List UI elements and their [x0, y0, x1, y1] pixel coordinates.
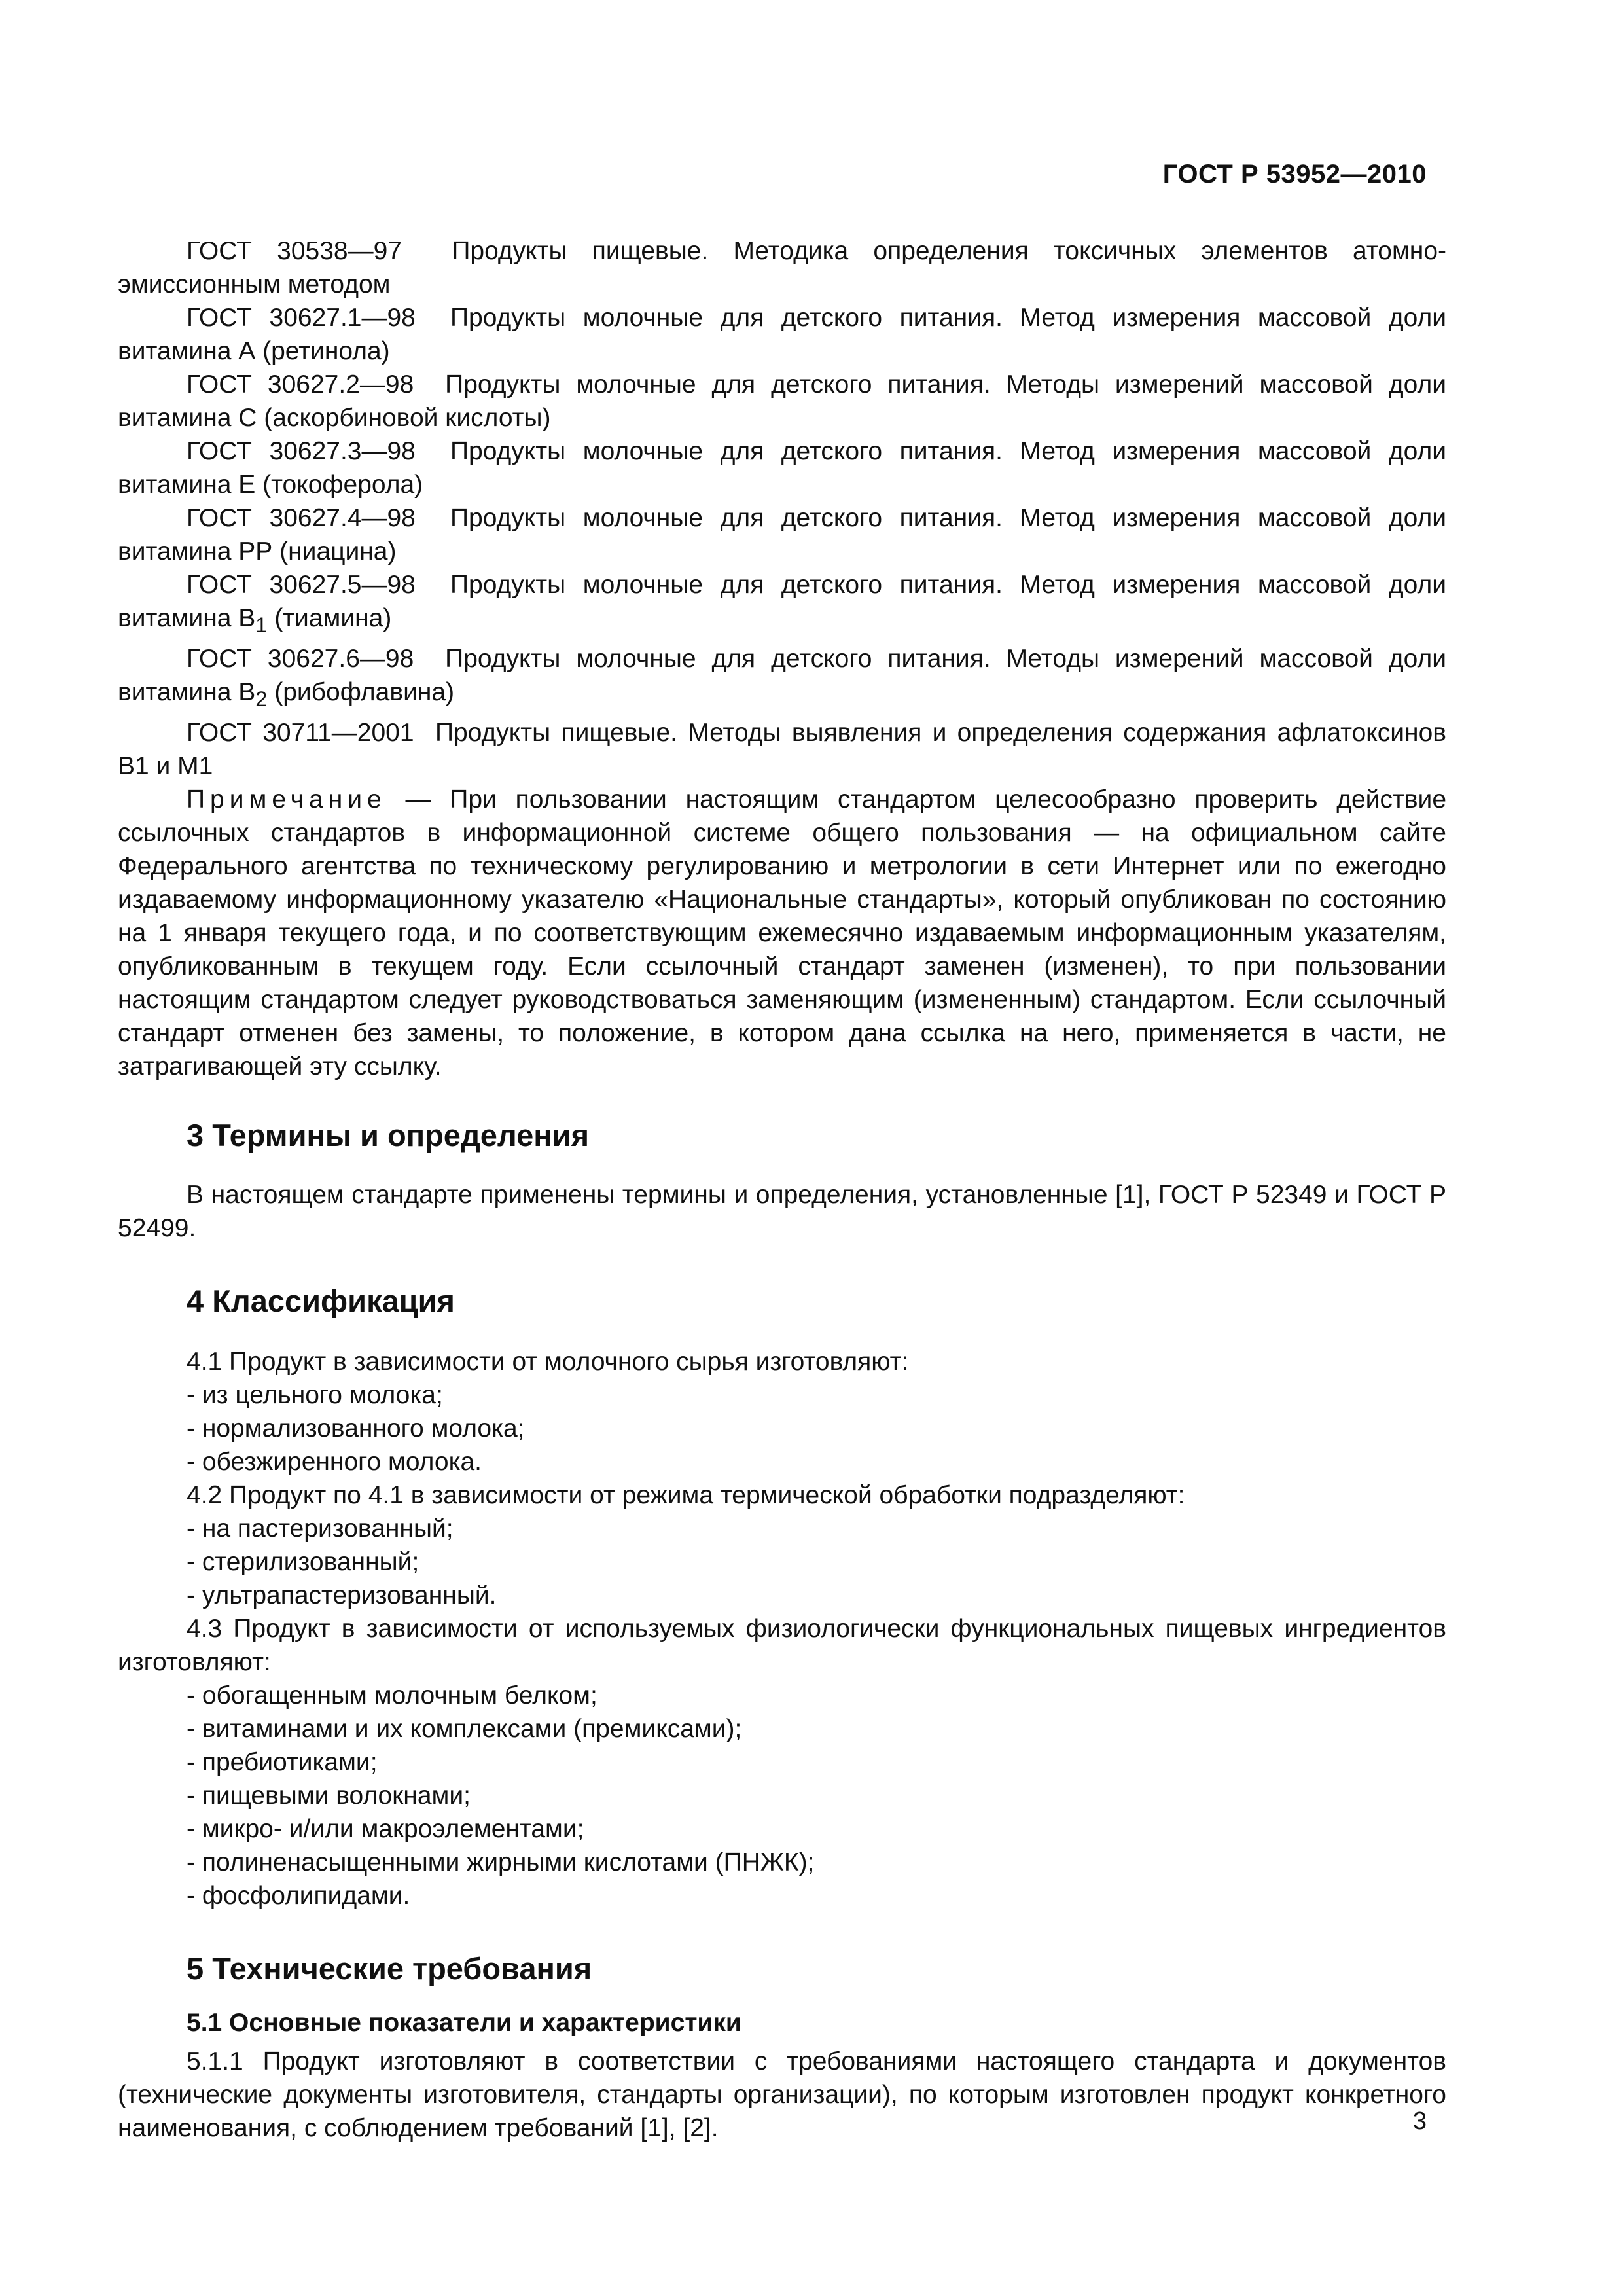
reference-item — [118, 435, 1446, 501]
clause-4-1: 4.1 Продукт в зависимости от молочного сырья изготовляют: — [187, 1347, 909, 1376]
list-item: - на пастеризованный; — [187, 1514, 454, 1543]
reference-item — [118, 368, 1446, 435]
reference-item — [118, 301, 1446, 368]
reference-tail: (рибофлавина) — [267, 677, 455, 706]
reference-item — [118, 234, 1446, 301]
section-5-heading: 5 Технические требования — [187, 1950, 592, 1986]
reference-id: ГОСТ 30627.1—98 — [187, 304, 416, 332]
reference-id: ГОСТ 30627.3—98 — [187, 437, 416, 465]
list-item: - из цельного молока; — [187, 1380, 443, 1409]
list-item: - обезжиренного молока. — [187, 1447, 482, 1476]
list-item: - стерилизованный; — [187, 1547, 419, 1576]
reference-text: Продукты молочные для детского питания. Методы измерений массовой доли витамина С (аскорбиновой кислоты) — [118, 370, 1446, 432]
section-3-heading: 3 Термины и определения — [187, 1117, 589, 1153]
reference-text: Продукты молочные для детского питания. Метод измерения массовой доли витамина Е (токоферола) — [118, 437, 1447, 499]
reference-text: Продукты пищевые. Методика определения токсичных элементов атомно-эмиссионным методом — [118, 237, 1446, 298]
list-item: - витаминами и их комплексами (премиксами); — [187, 1714, 742, 1743]
reference-text: Продукты молочные для детского питания. Метод измерения массовой доли витамина В — [118, 571, 1447, 632]
list-item: - фосфолипидами. — [187, 1881, 410, 1910]
reference-text: Продукты молочные для детского питания. Метод измерения массовой доли витамина А (ретинола) — [118, 304, 1447, 365]
list-item: - пищевыми волокнами; — [187, 1781, 471, 1810]
note-text: При пользовании настоящим стандартом целесообразно проверить действие ссылочных стандартов в информационной системе общего пользования — на официальном сайте Федерального агентства по техническому регулированию и метрологии в сети Интернет или по ежегодно издаваемому информационному указателю «Национальные стандарты», который опубликован по состоянию на 1 января текущего года, и по соответствующим ежемесячно издаваемым информационным указателям, опубликованным в текущем году. Если ссылочный стандарт заменен (изменен), то при пользовании настоящим стандартом следует руководствоваться заменяющим (измененным) стандартом. Если ссылочный стандарт отменен без замены, то положение, в котором дана ссылка на него, применяется в части, не затрагивающей эту ссылку. — [118, 785, 1447, 1081]
list-item: - микро- и/или макроэлементами; — [187, 1814, 584, 1843]
reference-id: ГОСТ 30627.6—98 — [187, 644, 414, 673]
document-body — [118, 234, 1446, 2145]
note-paragraph: Примечание — При пользовании настоящим стандартом целесообразно проверить действие ссылочных стандартов в информационной системе общего пользования — на официальном сайте Федерального агентства по техническому регулированию и метрологии в сети Интернет или по ежегодно издаваемому информационному указателю «Национальные стандарты», который опубликован по состоянию на 1 января текущего года, и по соответствующим ежемесячно издаваемым информационным указателям, опубликованным в текущем году. Если ссылочный стандарт заменен (изменен), то при пользовании настоящим стандартом следует руководствоваться заменяющим (измененным) стандартом. Если ссылочный стандарт отменен без замены, то положение, в котором дана ссылка на него, применяется в части, не затрагивающей эту ссылку. — [118, 785, 1447, 1081]
reference-id: ГОСТ 30711—2001 — [187, 718, 414, 747]
page-number: 3 — [1412, 2108, 1427, 2135]
reference-id: ГОСТ 30538—97 — [187, 237, 402, 265]
reference-item — [118, 642, 1446, 716]
subsection-5-1-heading: 5.1 Основные показатели и характеристики — [187, 2008, 741, 2037]
reference-tail: (тиамина) — [267, 604, 392, 632]
reference-item — [118, 501, 1446, 568]
clause-4-2: 4.2 Продукт по 4.1 в зависимости от режима термической обработки подразделяют: — [187, 1480, 1185, 1509]
reference-id: ГОСТ 30627.2—98 — [187, 370, 414, 399]
reference-text: Продукты молочные для детского питания. Метод измерения массовой доли витамина РР (ниацина) — [118, 504, 1447, 565]
list-item: - нормализованного молока; — [187, 1414, 525, 1443]
reference-item — [118, 716, 1446, 783]
reference-item — [118, 568, 1446, 642]
subscript: 2 — [255, 687, 268, 711]
clause-4-3: 4.3 Продукт в зависимости от используемых физиологически функциональных пищевых ингредиентов изготовляют: — [118, 1614, 1446, 1676]
reference-id: ГОСТ 30627.4—98 — [187, 504, 416, 532]
list-item: - полиненасыщенными жирными кислотами (ПНЖК); — [187, 1848, 815, 1876]
clause-5-1-1: 5.1.1 Продукт изготовляют в соответствии с требованиями настоящего стандарта и документов (технические документы изготовителя, стандарты организации), по которым изготовлен продукт конкретного наименования, с соблюдением требований [1], [2]. — [118, 2047, 1446, 2142]
section-4-heading: 4 Классификация — [187, 1283, 455, 1318]
list-item: - обогащенным молочным белком; — [187, 1681, 597, 1710]
document-id: ГОСТ Р 53952—2010 — [1162, 160, 1427, 188]
reference-text: Продукты пищевые. Методы выявления и определения содержания афлатоксинов В1 и М1 — [118, 718, 1446, 780]
reference-text: Продукты молочные для детского питания. Методы измерений массовой доли витамина В — [118, 644, 1446, 706]
section-3-text: В настоящем стандарте применены термины и определения, установленные [1], ГОСТ Р 52349 и ГОСТ Р 52499. — [118, 1180, 1446, 1242]
subscript: 1 — [255, 613, 268, 637]
list-item: - пребиотиками; — [187, 1748, 378, 1776]
list-item: - ультрапастеризованный. — [187, 1581, 497, 1609]
reference-id: ГОСТ 30627.5—98 — [187, 571, 416, 599]
note-label: Примечание — [187, 785, 387, 814]
